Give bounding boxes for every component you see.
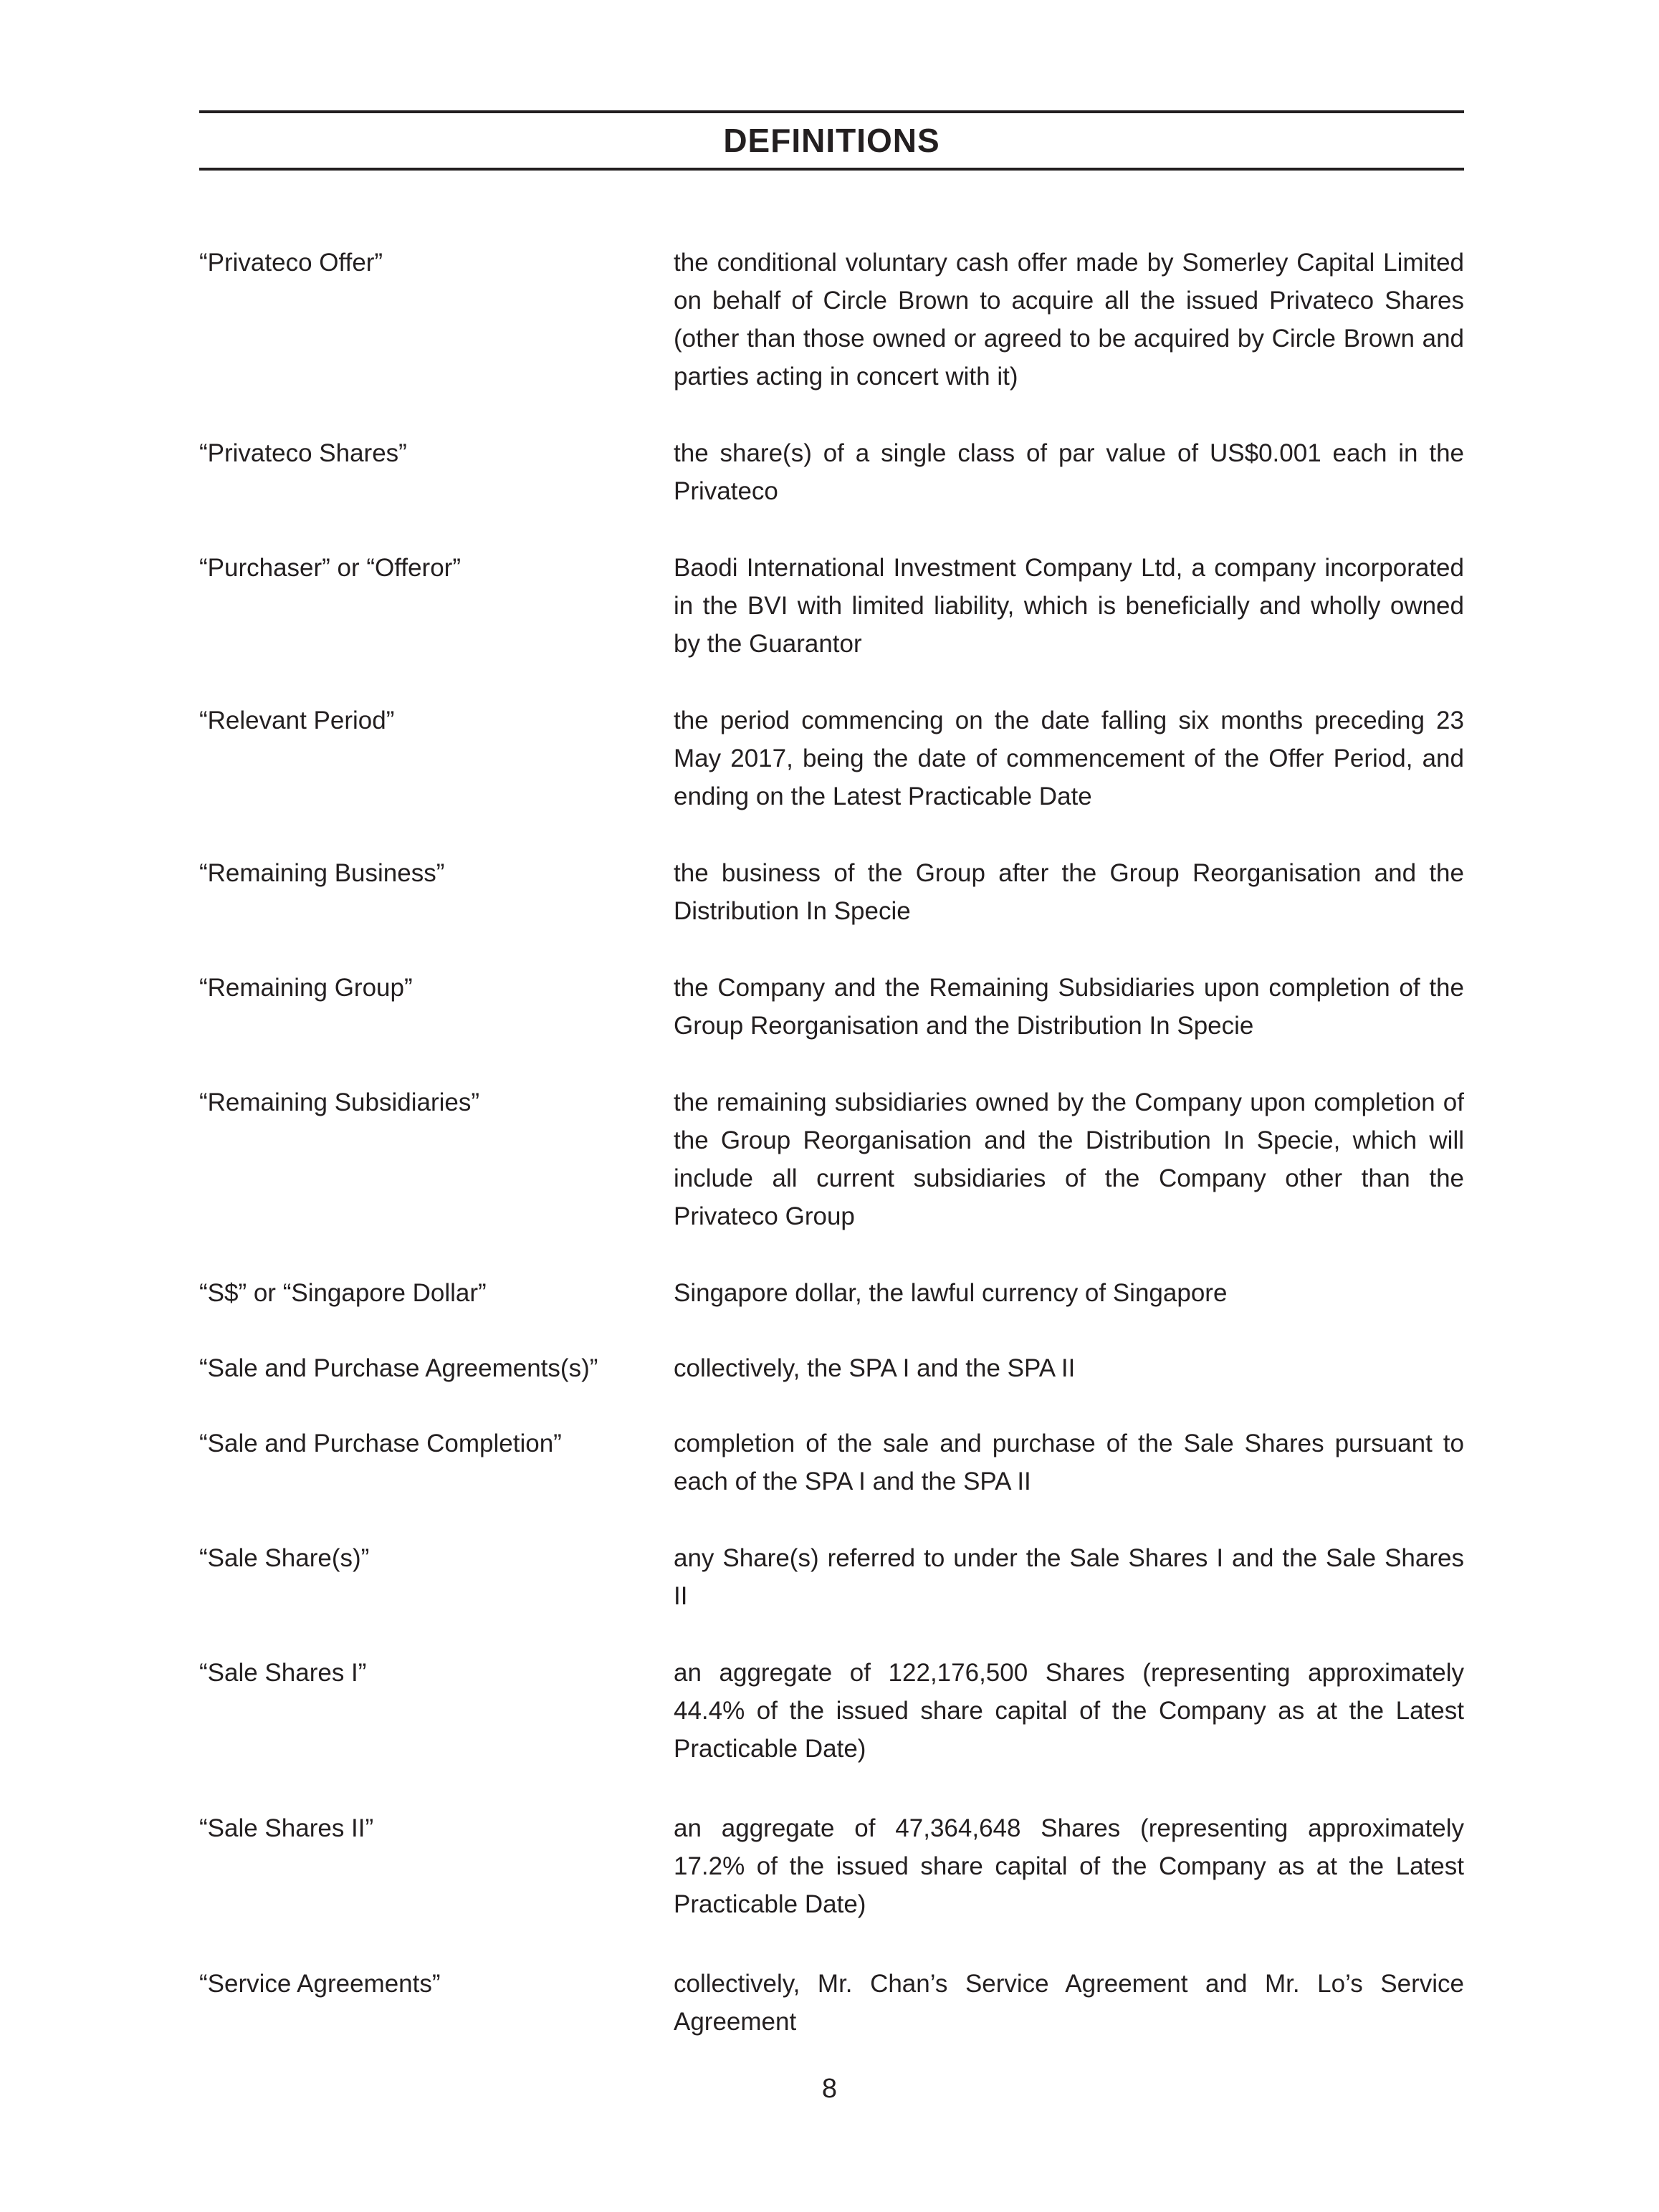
definition-row: [199, 1809, 1464, 1923]
definition-meaning: Baodi International Investment Company Ltd, a company incorporated in the BVI with limited liability, which is beneficially and wholly owned by the Guarantor: [674, 554, 1464, 658]
definition-row: [199, 549, 1464, 663]
definition-row: [199, 244, 1464, 396]
definition-row: [199, 1349, 1464, 1387]
definition-meaning: completion of the sale and purchase of the Sale Shares pursuant to each of the SPA I and the SPA II: [674, 1430, 1464, 1495]
definition-term: “Relevant Period”: [199, 707, 395, 734]
definition-meaning: collectively, Mr. Chan’s Service Agreement and Mr. Lo’s Service Agreement: [674, 1970, 1464, 2036]
definition-meaning: the conditional voluntary cash offer made by Somerley Capital Limited on behalf of Circle Brown to acquire all the issued Privateco Shares (other than those owned or agreed to be acquired by Circle Brown and parties acting in concert with it): [674, 249, 1464, 391]
definition-row: [199, 1274, 1464, 1312]
definition-term: “Privateco Shares”: [199, 439, 407, 467]
definition-meaning: an aggregate of 122,176,500 Shares (representing approximately 44.4% of the issued share capital of the Company as at the Latest Practicable Date): [674, 1659, 1464, 1763]
definition-term: “S$” or “Singapore Dollar”: [199, 1279, 487, 1307]
definition-term: “Sale Shares II”: [199, 1814, 374, 1842]
definition-term: “Sale Shares I”: [199, 1659, 367, 1687]
definition-row: [199, 969, 1464, 1045]
definition-term: “Sale and Purchase Agreements(s)”: [199, 1354, 598, 1382]
definitions-list: [199, 244, 1464, 2041]
definition-meaning: the Company and the Remaining Subsidiaries upon completion of the Group Reorganisation and the Distribution In Specie: [674, 974, 1464, 1040]
definition-meaning: the share(s) of a single class of par value of US$0.001 each in the Privateco: [674, 439, 1464, 505]
definition-meaning: Singapore dollar, the lawful currency of Singapore: [674, 1279, 1228, 1307]
definition-row: [199, 1539, 1464, 1615]
definition-row: [199, 1965, 1464, 2041]
definition-term: “Sale and Purchase Completion”: [199, 1430, 562, 1457]
page-title: DEFINITIONS: [723, 122, 940, 159]
definition-meaning: the remaining subsidiaries owned by the Company upon completion of the Group Reorganisation and the Distribution In Specie, which will include all current subsidiaries of the Company other than the Privateco Group: [674, 1088, 1464, 1230]
definition-term: “Service Agreements”: [199, 1970, 441, 1998]
definition-row: [199, 1425, 1464, 1500]
definition-term: “Purchaser” or “Offeror”: [199, 554, 461, 582]
page-header: [199, 110, 1464, 171]
page-number: 8: [821, 2074, 838, 2104]
definition-row: [199, 854, 1464, 930]
definition-meaning: the business of the Group after the Group Reorganisation and the Distribution In Specie: [674, 859, 1464, 925]
definition-term: “Remaining Group”: [199, 974, 413, 1002]
definition-term: “Remaining Subsidiaries”: [199, 1088, 479, 1116]
definition-term: “Privateco Offer”: [199, 249, 383, 277]
definition-meaning: the period commencing on the date falling six months preceding 23 May 2017, being the date of commencement of the Offer Period, and ending on the Latest Practicable Date: [674, 707, 1464, 810]
definition-term: “Sale Share(s)”: [199, 1544, 370, 1572]
definition-row: [199, 1654, 1464, 1768]
definition-meaning: collectively, the SPA I and the SPA II: [674, 1354, 1076, 1382]
definition-row: [199, 702, 1464, 815]
definition-row: [199, 1083, 1464, 1235]
definition-row: [199, 434, 1464, 510]
definition-term: “Remaining Business”: [199, 859, 445, 887]
definition-meaning: an aggregate of 47,364,648 Shares (representing approximately 17.2% of the issued share capital of the Company as at the Latest Practicable Date): [674, 1814, 1464, 1918]
definition-meaning: any Share(s) referred to under the Sale Shares I and the Sale Shares II: [674, 1544, 1464, 1610]
